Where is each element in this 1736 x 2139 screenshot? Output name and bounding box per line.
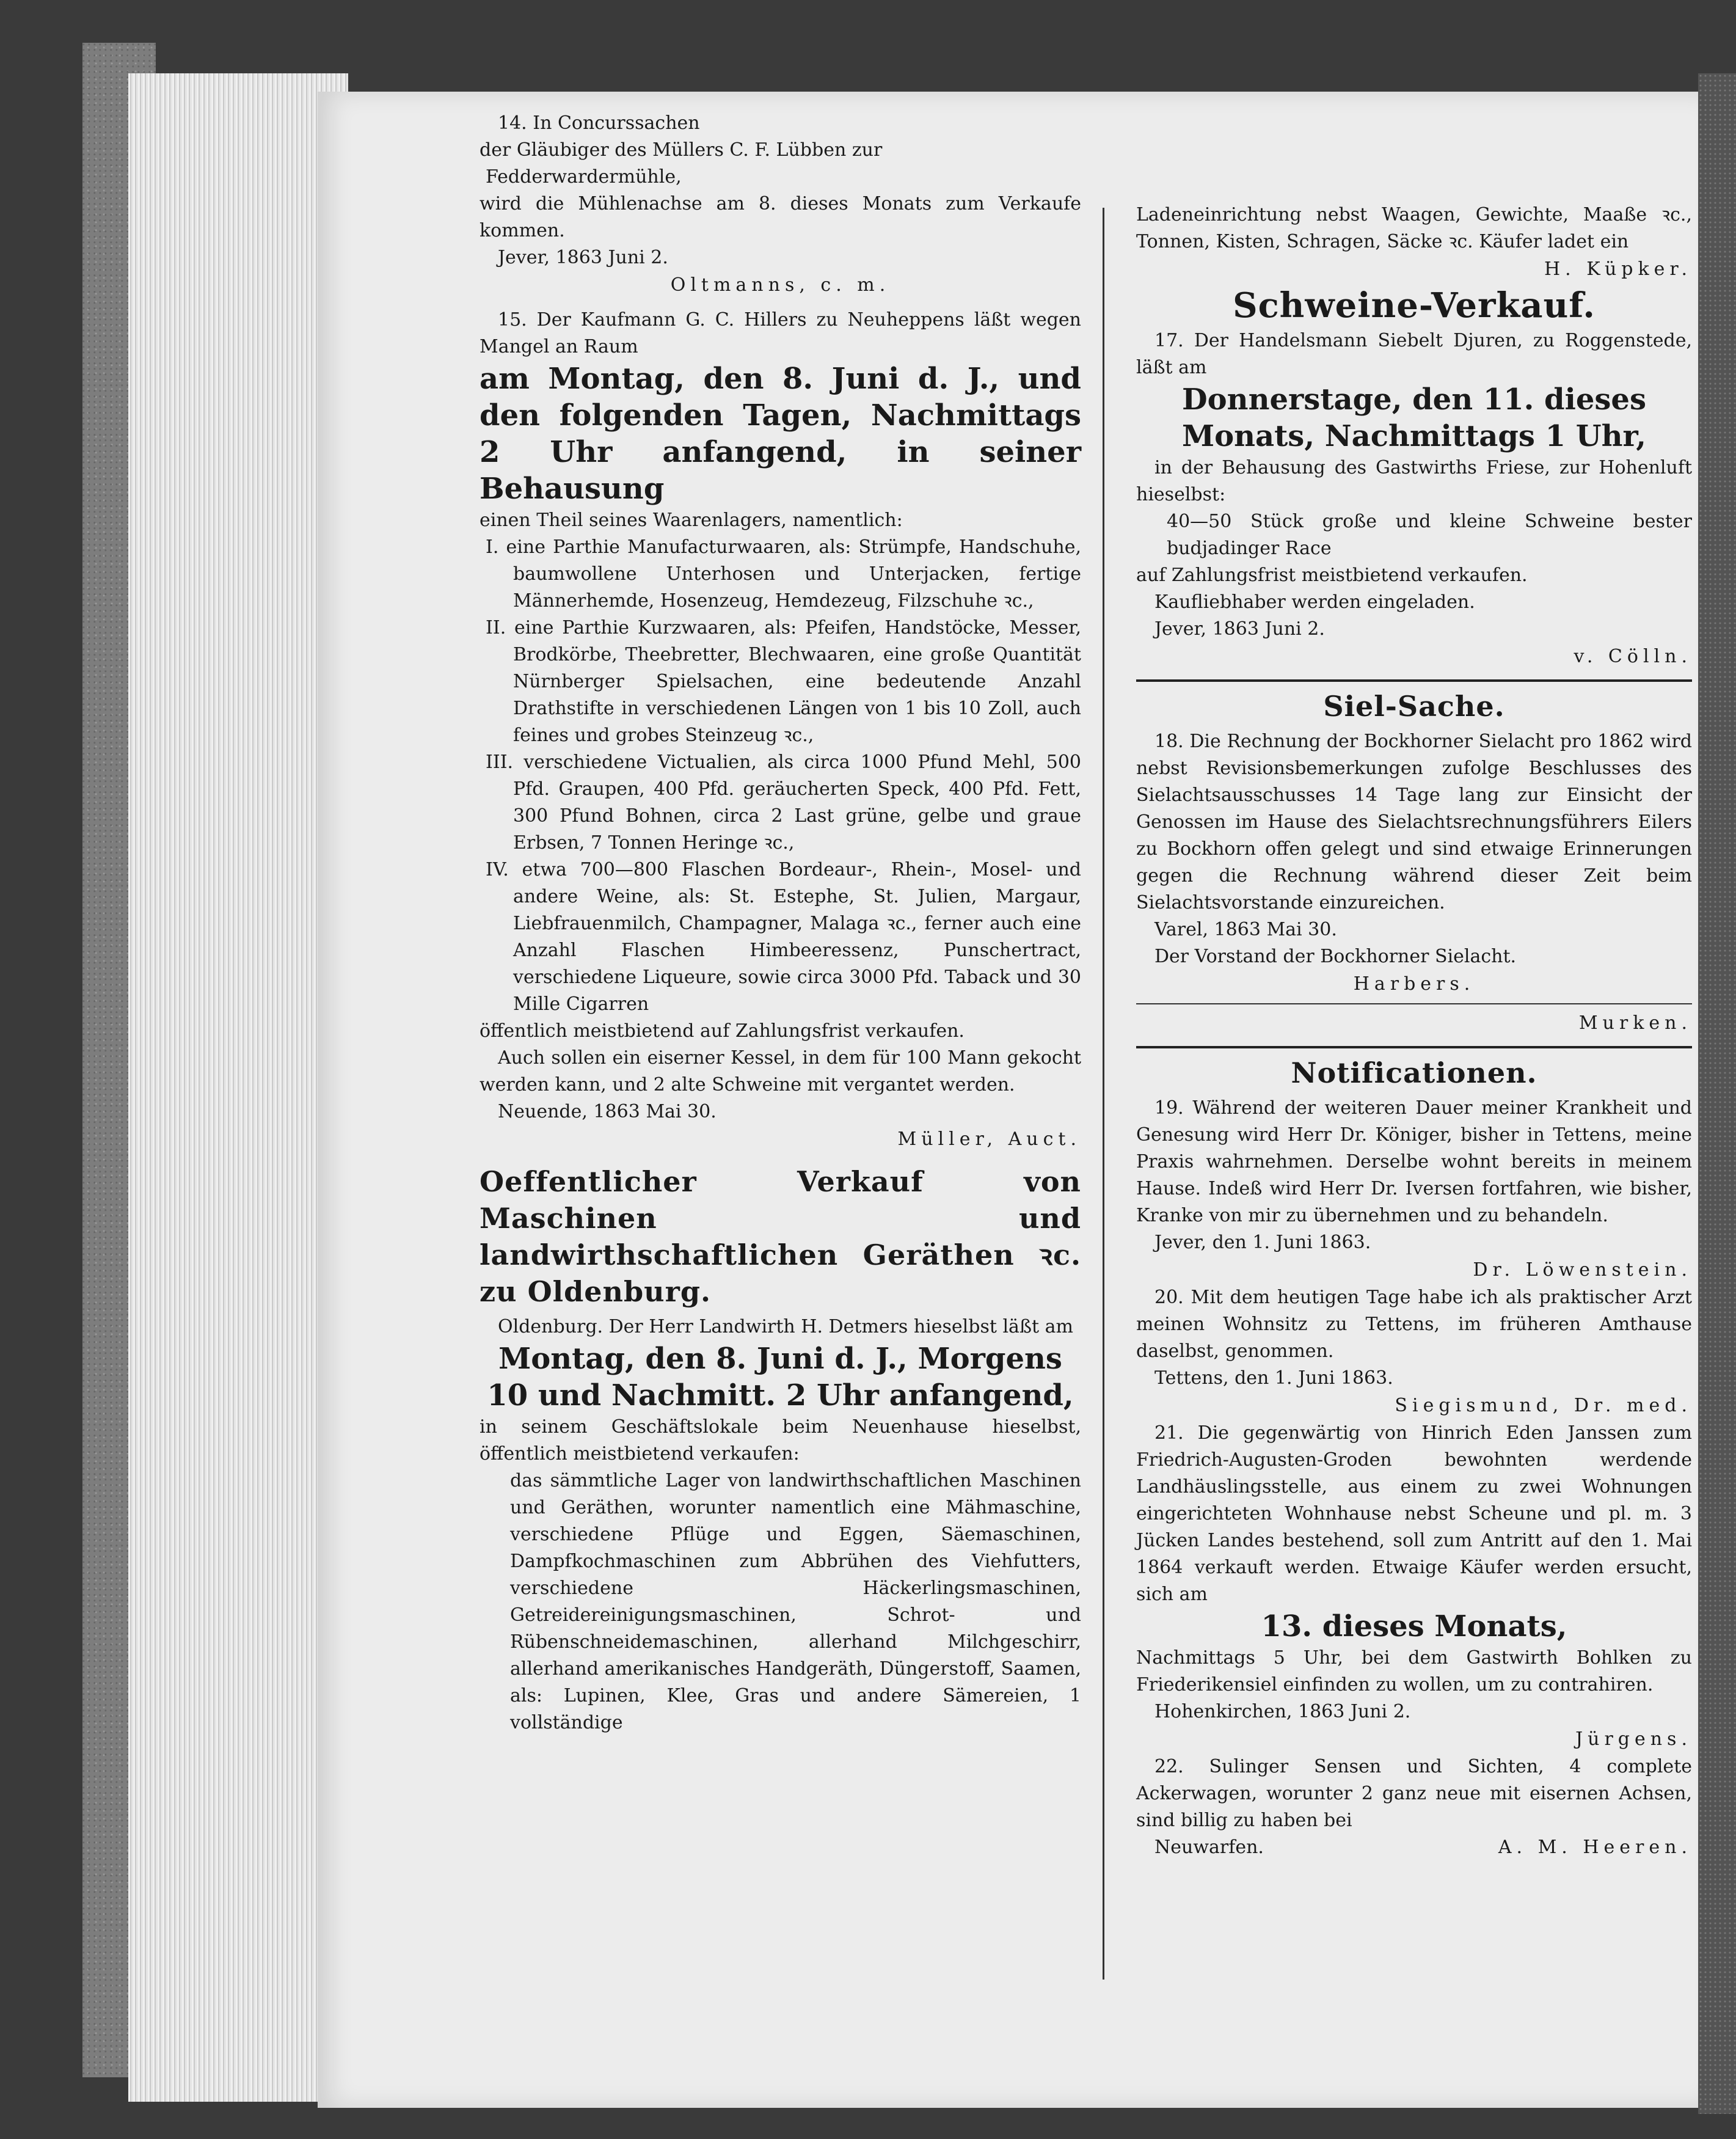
ad18-date: Varel, 1863 Mai 30. xyxy=(1154,919,1337,940)
ad19-body: 19. Während der weiteren Dauer meiner Krankheit und Genesung wird Herr Dr. Königer, bisher in Tettens, meine Praxis wahrnehmen. Derselbe wohnt bereits in meinem Hause. Indeß wird Herr Dr. Iversen fortfahren, wie bisher, Kranke von mir zu übernehmen und zu behandeln. xyxy=(1136,1097,1692,1226)
ad21-date: Hohenkirchen, 1863 Juni 2. xyxy=(1154,1701,1411,1722)
ad15-sale: öffentlich meistbietend auf Zahlungsfrist verkaufen. xyxy=(480,1020,965,1042)
ad18-signature-1: Harbers. xyxy=(1353,973,1475,995)
ad17-body: in der Behausung des Gastwirths Friese, zur Hohenluft hieselbst: xyxy=(1136,457,1692,505)
ad14-date: Jever, 1863 Juni 2. xyxy=(498,247,668,268)
ad-continuation xyxy=(1136,202,1692,283)
ad15-item2: II. eine Parthie Kurzwaaren, als: Pfeifen, Handstöcke, Messer, Brodkörbe, Theebretter, Blechwaaren, eine große Quantität Nürnberger Spielsachen, eine bedeutende Anzahl Drathstifte in verschiedenen Längen von 1 bis 10 Zoll, auch feines und grobes Steinzeug ꝛc., xyxy=(486,617,1081,746)
ad14-signature: Oltmanns, c. m. xyxy=(670,274,891,296)
ad15-item1: I. eine Parthie Manufacturwaaren, als: Strümpfe, Handschuhe, baumwollene Unterhosen und Unterjacken, fertige Männerhemde, Hosenzeug, Hemdezeug, Filzschuhe ꝛc., xyxy=(486,536,1081,612)
book-cover-right xyxy=(1698,73,1736,2114)
ad-oldenburg-intro: Oldenburg. Der Herr Landwirth H. Detmers hieselbst läßt am xyxy=(498,1316,1073,1337)
section-rule xyxy=(1136,1046,1692,1048)
ad21-signature: Jürgens. xyxy=(1575,1728,1692,1750)
ad17-date: Jever, 1863 Juni 2. xyxy=(1154,618,1325,640)
left-column xyxy=(480,110,1081,1736)
right-column xyxy=(1136,202,1692,1861)
ad18-signature-2: Murken. xyxy=(1578,1012,1692,1034)
ad22-signature: A. M. Heeren. xyxy=(1498,1837,1692,1858)
ad17-headline: Donnerstage, den 11. dieses Monats, Nachmittags 1 Uhr, xyxy=(1181,382,1646,453)
page-edges xyxy=(128,73,348,2102)
ad-oldenburg-heading: Oeffentlicher Verkauf von Maschinen und landwirthschaftlichen Geräthen ꝛc. zu Oldenburg. xyxy=(480,1165,1081,1308)
ad18-board: Der Vorstand der Bockhorner Sielacht. xyxy=(1154,946,1517,967)
ad15-date: Neuende, 1863 Mai 30. xyxy=(498,1101,717,1122)
ad15-item4: IV. etwa 700—800 Flaschen Bordeaur-, Rhein-, Mosel- und andere Weine, als: St. Estephe, St. Julien, Margaur, Liebfrauenmilch, Champagner, Malaga ꝛc., ferner auch eine Anzahl Flaschen Himbeeressenz, Punschertract, verschiedene Liqueure, sowie circa 3000 Pfd. Taback und 30 Mille Cigarren xyxy=(486,859,1081,1015)
ad18-body: 18. Die Rechnung der Bockhorner Sielacht pro 1862 wird nebst Revisionsbemerkungen zufolge Beschlusses des Sielachtsausschusses 14 Tage lang zur Einsicht der Genossen im Hause des Sielachtsrechnungsführers Eilers zu Bockhorn offen gelegt und sind etwaige Erinnerungen gegen die Rechnung während dieser Zeit beim Sielachtsvorstande einzureichen. xyxy=(1136,731,1692,913)
ad14-line2: der Gläubiger des Müllers C. F. Lübben zur xyxy=(480,139,883,161)
column-divider xyxy=(1103,208,1104,1980)
ad14-line4: wird die Mühlenachse am 8. dieses Monats zum Verkaufe kommen. xyxy=(480,193,1081,241)
ad-oldenburg-headline: Montag, den 8. Juni d. J., Morgens 10 und Nachmitt. 2 Uhr anfangend, xyxy=(487,1342,1074,1413)
ad15-extra: Auch sollen ein eiserner Kessel, in dem für 100 Mann gekocht werden kann, und 2 alte Schweine mit vergantet werden. xyxy=(480,1047,1081,1095)
ad21-more: Nachmittags 5 Uhr, bei dem Gastwirth Bohlken zu Friederikensiel einfinden zu wollen, um zu contrahiren. xyxy=(1136,1647,1692,1695)
ad-14 xyxy=(480,110,1081,299)
continuation-signature: H. Küpker. xyxy=(1544,258,1692,280)
notifications xyxy=(1136,1055,1692,1861)
ad19-signature: Dr. Löwenstein. xyxy=(1473,1259,1692,1281)
continuation-text: Ladeneinrichtung nebst Waagen, Gewichte, Maaße ꝛc., Tonnen, Kisten, Schragen, Säcke ꝛc. Käufer ladet ein xyxy=(1136,204,1692,252)
ad-18 xyxy=(1136,688,1692,1037)
ad17-sale: auf Zahlungsfrist meistbietend verkaufen. xyxy=(1136,565,1528,586)
ad-17 xyxy=(1136,287,1692,671)
ad22-body: 22. Sulinger Sensen und Sichten, 4 complete Ackerwagen, worunter 2 ganz neue mit eisernen Achsen, sind billig zu haben bei xyxy=(1136,1756,1692,1831)
ad17-signature: v. Cölln. xyxy=(1574,646,1692,667)
ad22-place: Neuwarfen. xyxy=(1154,1837,1264,1858)
ad15-intro: 15. Der Kaufmann G. C. Hillers zu Neuheppens läßt wegen Mangel an Raum xyxy=(480,309,1081,357)
ad17-intro: 17. Der Handelsmann Siebelt Djuren, zu Roggenstede, läßt am xyxy=(1136,330,1692,378)
ad21-headline: 13. dieses Monats, xyxy=(1261,1609,1567,1644)
ad15-item3: III. verschiedene Victualien, als circa 1000 Pfund Mehl, 500 Pfd. Graupen, 400 Pfd. geräucherten Speck, 400 Pfd. Fett, 300 Pfund Bohnen, circa 2 Last grüne, gelbe und graue Erbsen, 7 Tonnen Heringe ꝛc., xyxy=(486,751,1081,854)
ad-oldenburg-lead: in seinem Geschäftslokale beim Neuenhause hieselbst, öffentlich meistbietend verkaufen: xyxy=(480,1416,1081,1464)
ad15-headline: am Montag, den 8. Juni d. J., und den folgenden Tagen, Nachmittags 2 Uhr anfangend, in seiner Behausung xyxy=(480,362,1081,506)
ad-oldenburg-body: das sämmtliche Lager von landwirthschaftlichen Maschinen und Geräthen, worunter namentlich eine Mähmaschine, verschiedene Pflüge und Eggen, Säemaschinen, Dampfkochmaschinen zum Abbrühen des Viehfutters, verschiedene Häckerlingsmaschinen, Getreidereinigungsmaschinen, Schrot- und Rübenschneidemaschinen, allerhand Milchgeschirr, allerhand amerikanisches Handgeräth, Düngerstoff, Saamen, als: Lupinen, Klee, Gras und andere Sämereien, 1 vollständige xyxy=(510,1470,1081,1733)
notifications-heading: Notificationen. xyxy=(1291,1056,1537,1089)
ad19-date: Jever, den 1. Juni 1863. xyxy=(1154,1232,1371,1253)
ad-15 xyxy=(480,307,1081,1154)
signature-rule xyxy=(1136,1003,1692,1004)
ad14-line3: Fedderwardermühle, xyxy=(486,166,682,188)
ad15-signature: Müller, Auct. xyxy=(897,1128,1081,1150)
section-rule xyxy=(1136,679,1692,682)
ad20-signature: Siegismund, Dr. med. xyxy=(1395,1395,1692,1416)
ad18-heading: Siel-Sache. xyxy=(1323,690,1505,723)
ad15-lead: einen Theil seines Waarenlagers, namentlich: xyxy=(480,510,903,531)
ad21-body: 21. Die gegenwärtig von Hinrich Eden Janssen zum Friedrich-Augusten-Groden bewohnten werdende Landhäuslingsstelle, aus einem zu zwei Wohnungen eingerichteten Wohnhause nebst Scheune und pl. m. 3 Jücken Landes bestehend, soll zum Antritt auf den 1. Mai 1864 verkauft werden. Etwaige Käufer werden ersucht, sich am xyxy=(1136,1422,1692,1605)
ad20-date: Tettens, den 1. Juni 1863. xyxy=(1154,1367,1393,1389)
ad17-heading: Schweine-Verkauf. xyxy=(1233,285,1596,326)
ad-oldenburg xyxy=(480,1163,1081,1736)
ad20-body: 20. Mit dem heutigen Tage habe ich als praktischer Arzt meinen Wohnsitz zu Tettens, im früheren Amthause daselbst, genommen. xyxy=(1136,1287,1692,1362)
ad17-item: 40—50 Stück große und kleine Schweine bester budjadinger Race xyxy=(1167,511,1692,559)
ad17-invite: Kaufliebhaber werden eingeladen. xyxy=(1154,591,1475,613)
ad14-line1: 14. In Concurssachen xyxy=(498,112,700,134)
